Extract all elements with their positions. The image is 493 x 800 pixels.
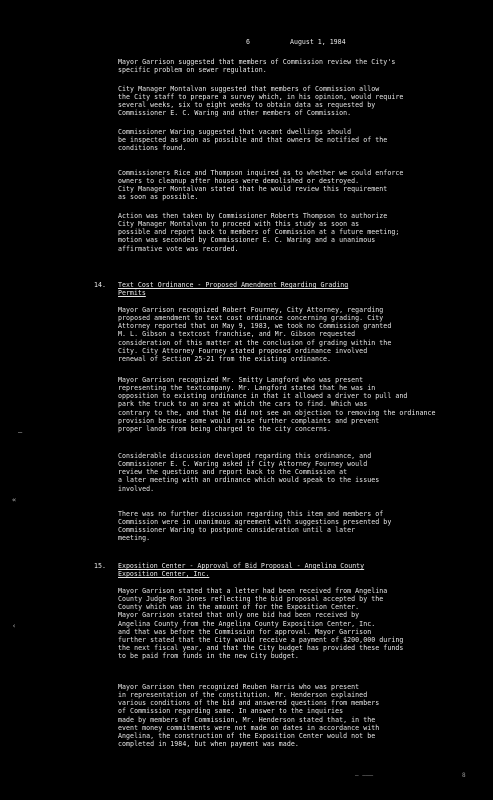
text-line: Commission were in unanimous agreement with suggestions presented by	[118, 518, 392, 527]
text-line: specific problem on sewer regulation.	[118, 66, 267, 75]
text-line: motion was seconded by Commissioner E. C. Waring and a unanimous	[118, 236, 376, 245]
paragraph	[118, 212, 478, 253]
text-line: proposed amendment to text cost ordinance concerning grading. City	[118, 314, 384, 323]
text-line: City. City Attorney Fourney stated proposed ordinance involved	[118, 346, 368, 355]
paragraph	[118, 683, 478, 748]
text-line: representing the textcompany. Mr. Langford stated that he was in	[118, 384, 376, 393]
text-line: possible and report back to members of Commission at a future meeting;	[118, 228, 400, 237]
text-line: completed in 1984, but when payment was made.	[118, 740, 299, 749]
text-line: Commissioner Waring suggested that vacant dwellings should	[118, 128, 352, 136]
text-line: the City staff to prepare a survey which, in his opinion, would require	[118, 93, 404, 102]
paragraph	[118, 58, 478, 74]
margin-mark: «	[12, 496, 17, 504]
paragraph	[118, 376, 478, 433]
text-line: Angelina County from the Angelina County Exposition Center, Inc.	[118, 619, 376, 628]
text-line: Mayor Garrison stated that only one bid had been received by	[118, 611, 360, 620]
text-line: Mayor Garrison recognized Mr. Smitty Langford who was present	[118, 376, 364, 384]
text-line: made by members of Commission, Mr. Henderson stated that, in the	[118, 715, 376, 724]
text-line: as soon as possible.	[118, 193, 199, 202]
text-line: City Manager Montalvan suggested that members of Commission allow	[118, 85, 380, 93]
page-header	[0, 38, 493, 48]
text-line: Attorney reported that on May 9, 1983, we took no Commission granted	[118, 322, 392, 331]
text-line: be inspected as soon as possible and that owners be notified of the	[118, 136, 388, 145]
text-line: Commissioner E. C. Waring and other members of Commission.	[118, 109, 352, 118]
text-line: Mayor Garrison then recognized Reuben Harris who was present	[118, 683, 360, 691]
paragraph	[118, 169, 478, 202]
text-line: City Manager Montalvan to proceed with this study as soon as	[118, 220, 360, 229]
text-line: affirmative vote was recorded.	[118, 244, 239, 253]
text-line: County Judge Ron Jones reflecting the bid proposal accepted by the	[118, 595, 384, 604]
text-line: Mayor Garrison recognized Robert Fourney, City Attorney, regarding	[118, 306, 384, 314]
item-title	[118, 281, 478, 297]
page-date: August 1, 1984	[290, 38, 346, 46]
text-line: and that was before the Commission for approval. Mayor Garrison	[118, 627, 372, 636]
text-line: several weeks, six to eight weeks to obtain data as requested by	[118, 101, 376, 110]
text-line: provision because some would raise further complaints and prevent	[118, 416, 380, 425]
text-line: Mayor Garrison stated that a letter had been received from Angelina	[118, 587, 388, 595]
text-line: Commissioner E. C. Waring asked if City Attorney Fourney would	[118, 460, 368, 469]
text-line: involved.	[118, 484, 155, 493]
paragraph	[118, 587, 478, 660]
text-line: County which was in the amount of for the Exposition Center.	[118, 603, 360, 612]
margin-mark: ‹	[12, 622, 17, 630]
paragraph	[118, 85, 478, 118]
text-line: proper lands from being charged to the city concerns.	[118, 424, 332, 433]
text-line: Angelina, the construction of the Exposition Center would not be	[118, 731, 376, 740]
title-line: Exposition Center, Inc.	[118, 570, 210, 579]
text-line: renewal of Section 25-21 from the existing ordinance.	[118, 354, 332, 363]
text-line: contrary to the, and that he did not see an objection to removing the ordinance	[118, 408, 436, 417]
text-line: of Commission regarding same. In answer to the inquiries	[118, 707, 344, 716]
text-line: Mayor Garrison suggested that members of Commission review the City's	[118, 58, 396, 66]
footer-ref: 8	[462, 772, 466, 779]
text-line: Considerable discussion developed regarding this ordinance, and	[118, 452, 372, 460]
text-line: to be paid from funds in the new City budget.	[118, 652, 299, 661]
item-title	[118, 562, 478, 578]
text-line: a later meeting with an ordinance which would speak to the issues	[118, 476, 380, 485]
page-footer: — ———	[355, 772, 374, 779]
paragraph	[118, 452, 478, 493]
text-line: M. L. Gibson a textcost franchise, and Mr. Gibson requested	[118, 330, 356, 339]
text-line: further stated that the City would receive a payment of $200,000 during	[118, 635, 404, 644]
text-line: owners to cleanup after houses were demolished or destroyed.	[118, 177, 360, 186]
item-number: 14.	[94, 281, 106, 289]
paragraph	[118, 510, 478, 543]
text-line: Commissioner Waring to postpone consideration until a later	[118, 526, 356, 535]
text-line: the next fiscal year, and that the City budget has provided these funds	[118, 644, 404, 653]
title-line: Text Cost Ordinance - Proposed Amendment Regarding Grading	[118, 281, 349, 289]
title-line: Permits	[118, 289, 146, 298]
text-line: in representation of the constitution. Mr. Henderson explained	[118, 691, 368, 700]
text-line: There was no further discussion regarding this item and members of	[118, 510, 384, 518]
text-line: consideration of this matter at the conclusion of grading within the	[118, 338, 392, 347]
text-line: City Manager Montalvan stated that he would review this requirement	[118, 185, 388, 194]
text-line: meeting.	[118, 534, 151, 543]
text-line: conditions found.	[118, 144, 187, 153]
text-line: Commissioners Rice and Thompson inquired as to whether we could enforce	[118, 169, 404, 177]
margin-mark: —	[18, 428, 23, 436]
item-number: 15.	[94, 562, 106, 570]
text-line: opposition to existing ordinance in that it allowed a driver to pull and	[118, 392, 408, 401]
text-line: Action was then taken by Commissioner Roberts Thompson to authorize	[118, 212, 388, 220]
paragraph	[118, 128, 478, 152]
paragraph	[118, 306, 478, 363]
text-line: various conditions of the bid and answered questions from members	[118, 699, 380, 708]
text-line: event money commitments were not made on dates in accordance with	[118, 723, 380, 732]
text-line: park the truck to an area at which the cars to find. Which was	[118, 400, 368, 409]
title-line: Exposition Center - Approval of Bid Proposal - Angelina County	[118, 562, 365, 570]
text-line: review the questions and report back to the Commission at	[118, 468, 348, 477]
page-number: 6	[246, 38, 250, 46]
